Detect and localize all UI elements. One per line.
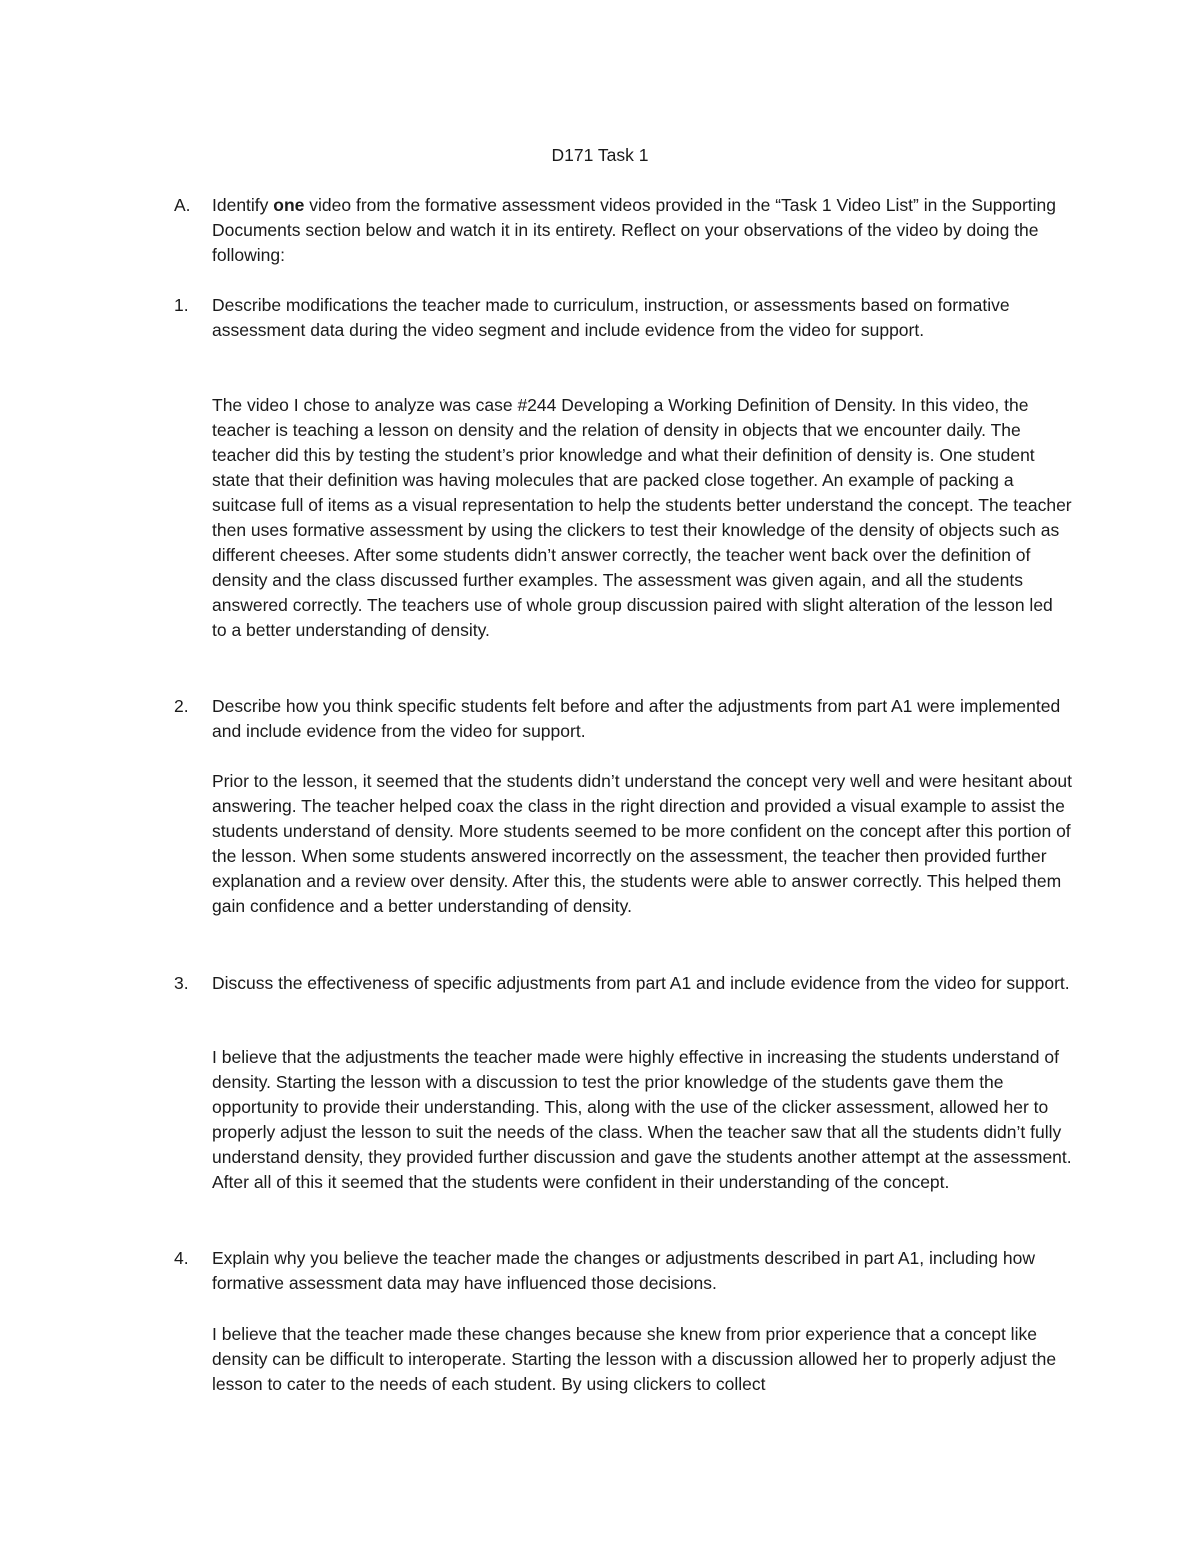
answer-2: Prior to the lesson, it seemed that the students didn’t understand the concept very well and were hesitant about answering. The teacher helped coax the class in the right direction and provided a visual example to assist the students understand of density. More students seemed to be more confident on the concept after this portion of the lesson. When some students answered incorrectly on the assessment, the teacher then provided further explanation and a review over density. After this, the students were able to answer correctly. This helped them gain confidence and a better understanding of density. bbox=[212, 771, 1072, 916]
question-2-marker: 2. bbox=[174, 696, 189, 716]
section-a bbox=[174, 193, 1072, 268]
question-4-text: Explain why you believe the teacher made the changes or adjustments described in part A1, including how formative assessment data may have influenced those decisions. bbox=[212, 1248, 1035, 1293]
question-2-prompt bbox=[174, 694, 1072, 744]
section-a-emphasis: one bbox=[273, 195, 305, 215]
question-2-text: Describe how you think specific students felt before and after the adjustments from part A1 were implemented and include evidence from the video for support. bbox=[212, 696, 1061, 741]
question-1-prompt bbox=[174, 293, 1072, 343]
question-4-prompt bbox=[174, 1246, 1072, 1296]
document-title: D171 Task 1 bbox=[551, 145, 649, 165]
question-3-prompt bbox=[174, 971, 1072, 996]
question-1-marker: 1. bbox=[174, 295, 189, 315]
question-3-text: Discuss the effectiveness of specific adjustments from part A1 and include evidence from the video for support. bbox=[212, 973, 1070, 993]
answer-4: I believe that the teacher made these changes because she knew from prior experience that a concept like density can be difficult to interoperate. Starting the lesson with a discussion allowed her to properly adjust the lesson to cater to the needs of each student. By using clickers to collect bbox=[212, 1324, 1057, 1394]
question-4-marker: 4. bbox=[174, 1248, 189, 1268]
answer-3: I believe that the adjustments the teacher made were highly effective in increasing the students understand of density. Starting the lesson with a discussion to test the prior knowledge of the students gave them the opportunity to provide their understanding. This, along with the use of the clicker assessment, allowed her to properly adjust the lesson to suit the needs of the class. When the teacher saw that all the students didn’t fully understand density, they provided further discussion and gave the students another attempt at the assessment. After all of this it seemed that the students were confident in their understanding of the concept. bbox=[212, 1047, 1072, 1192]
question-1-text: Describe modifications the teacher made to curriculum, instruction, or assessments based on formative assessment data during the video segment and include evidence from the video for support. bbox=[212, 295, 1010, 340]
section-a-text-start: Identify bbox=[212, 195, 274, 215]
section-a-text-end: video from the formative assessment videos provided in the “Task 1 Video List” in the Supporting Documents section below and watch it in its entirety. Reflect on your observations of the video by doing the following: bbox=[212, 195, 1057, 265]
section-a-marker: A. bbox=[174, 195, 191, 215]
answer-1: The video I chose to analyze was case #244 Developing a Working Definition of Density. In this video, the teacher is teaching a lesson on density and the relation of density in objects that we encounter daily. The teacher did this by testing the student’s prior knowledge and what their definition of density is. One student state that their definition was having molecules that are packed close together. An example of packing a suitcase full of items as a visual representation to help the students better understand the concept. The teacher then uses formative assessment by using the clickers to test their knowledge of the density of objects such as different cheeses. After some students didn’t answer correctly, the teacher went back over the definition of density and the class discussed further examples. The assessment was given again, and all the students answered correctly. The teachers use of whole group discussion paired with slight alteration of the lesson led to a better understanding of density. bbox=[212, 395, 1072, 640]
question-3-marker: 3. bbox=[174, 973, 189, 993]
